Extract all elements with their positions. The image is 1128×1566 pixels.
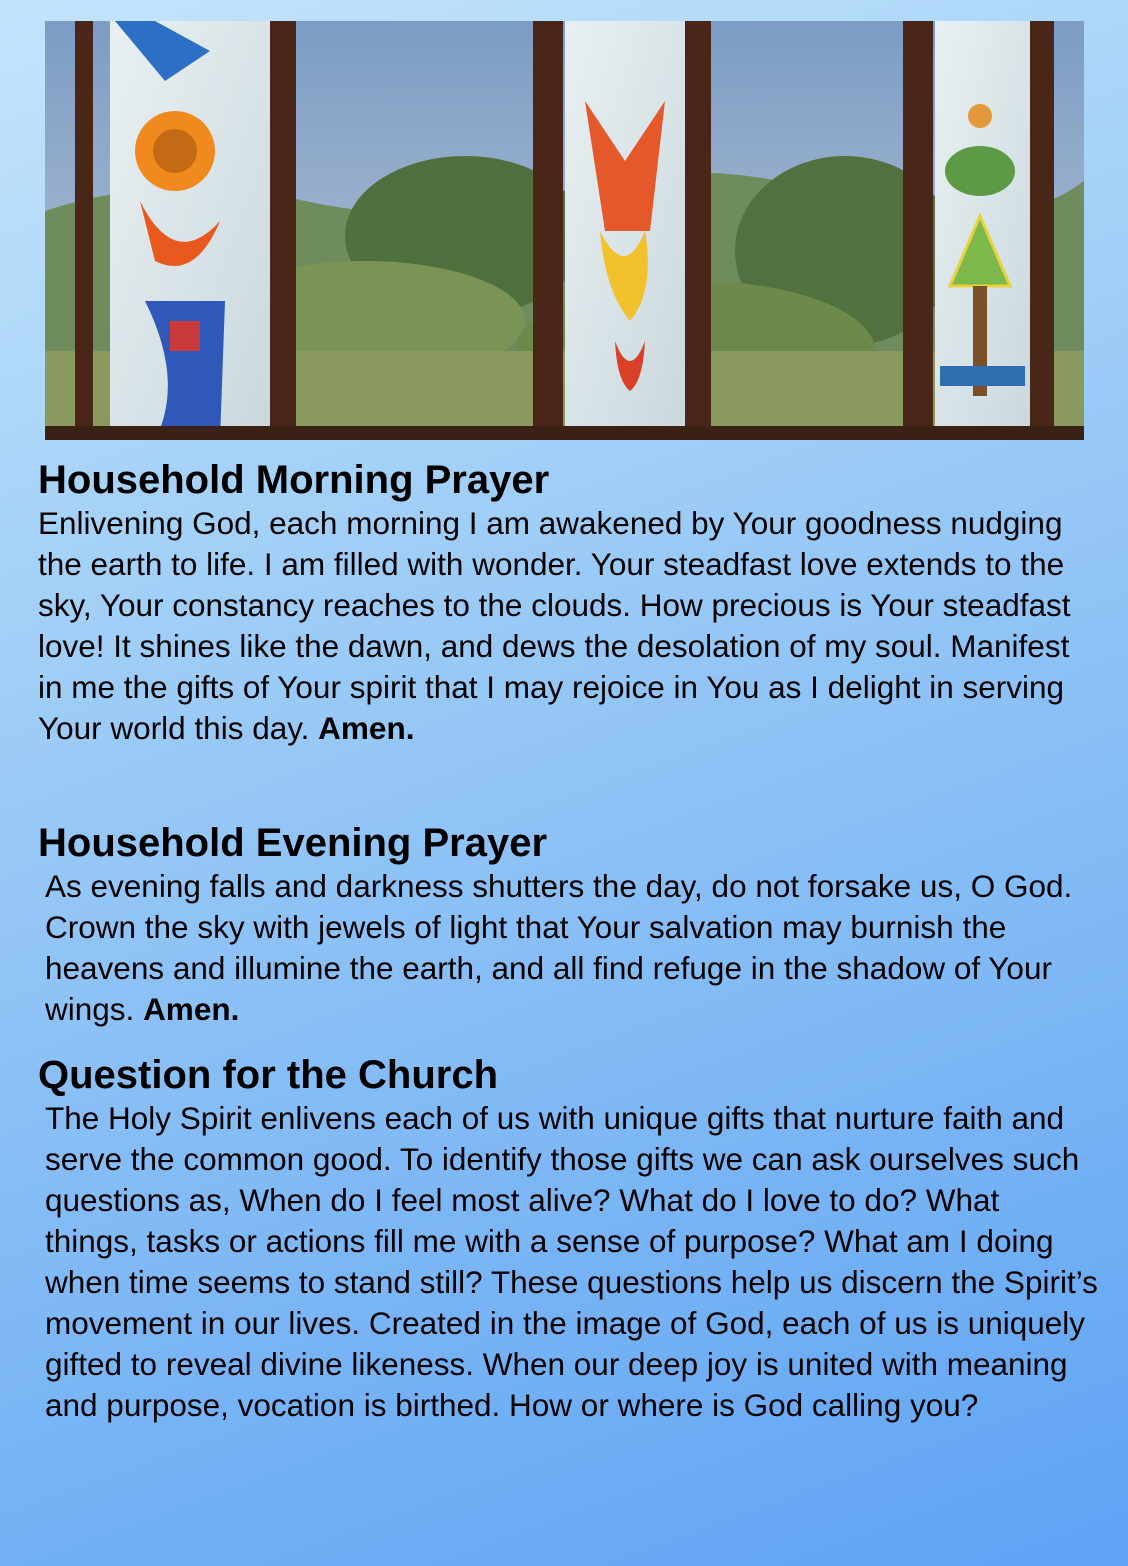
- morning-amen: Amen.: [318, 710, 415, 746]
- morning-prayer-body: Enlivening God, each morning I am awakened by Your goodness nudging the earth to life. I am filled with wonder. Your steadfast love extends to the sky, Your constancy reaches to the clouds. How precious is Your steadfast love! It shines like the dawn, and dews the desolation of my soul. Manifest in me the gifts of Your spirit that I may rejoice in You as I delight in serving Your world this day.: [38, 505, 1071, 746]
- question-text: The Holy Spirit enlivens each of us with unique gifts that nurture faith and serve the common good. To identify those gifts we can ask ourselves such questions as, When do I feel most alive? What do I love to do? What things, tasks or actions fill me with a sense of purpose? What am I doing when time seems to stand still? These questions help us discern the Spirit’s movement in our lives. Created in the image of God, each of us is uniquely gifted to reveal divine likeness. When our deep joy is united with meaning and purpose, vocation is birthed. How or where is God calling you?: [45, 1100, 1098, 1423]
- evening-amen: Amen.: [143, 991, 240, 1027]
- morning-prayer-heading: Household Morning Prayer: [38, 458, 550, 502]
- question-heading: Question for the Church: [38, 1053, 498, 1097]
- morning-prayer-section: [38, 457, 1098, 749]
- evening-prayer-heading: Household Evening Prayer: [38, 821, 548, 865]
- evening-prayer-body: As evening falls and darkness shutters the day, do not forsake us, O God. Crown the sky with jewels of light that Your salvation may burnish the heavens and illumine the earth, and all find refuge in the shadow of Your wings.: [45, 868, 1073, 1027]
- morning-prayer-text: [38, 503, 1098, 749]
- evening-prayer-text: [38, 866, 1098, 1030]
- question-section: [38, 1052, 1098, 1426]
- evening-prayer-section: [38, 820, 1098, 1030]
- stained-glass-photo: [45, 21, 1084, 440]
